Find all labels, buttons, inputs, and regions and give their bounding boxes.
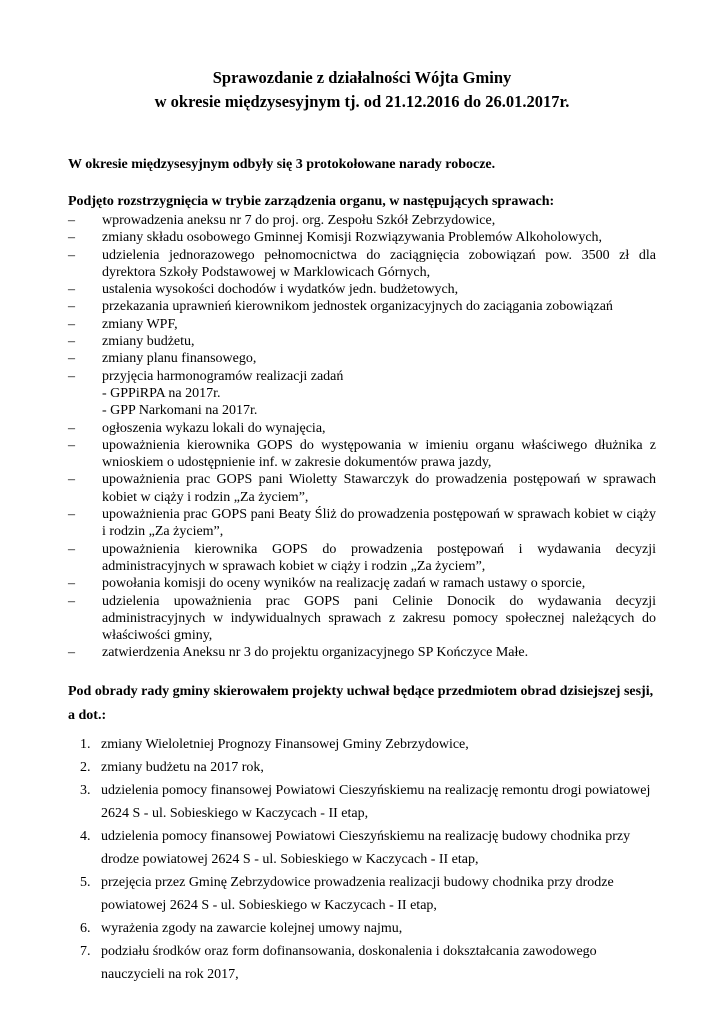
list-item: [68, 281, 656, 298]
dash-marker: –: [68, 507, 75, 523]
list-item: [68, 437, 656, 472]
dash-marker: –: [68, 368, 75, 384]
list-item-text: upoważnienia prac GOPS pani Wioletty Stawarczyk do prowadzenia postępowań w sprawach kobiet w ciąży i rodzin „Za życiem”,: [102, 472, 656, 505]
list-item-text: przejęcia przez Gminę Zebrzydowice prowadzenia realizacji budowy chodnika przy drodze powiatowej 2624 S - ul. Sobieskiego w Kaczycach - II etap,: [101, 875, 614, 913]
decisions-heading: Podjęto rozstrzygnięcia w trybie zarządzenia organu, w następujących sprawach:: [68, 194, 555, 209]
list-item: [68, 333, 656, 350]
list-item: [80, 779, 658, 825]
list-item-text: ustalenia wysokości dochodów i wydatków jedn. budżetowych,: [102, 282, 459, 298]
list-item: [68, 368, 656, 420]
document-title-line-2: w okresie międzysesyjnym tj. od 21.12.2016 do 26.01.2017r.: [154, 92, 570, 111]
dash-marker: –: [68, 541, 75, 557]
dash-marker: –: [68, 282, 75, 298]
list-item-text: zmiany WPF,: [102, 316, 178, 332]
list-number: 6.: [80, 921, 91, 936]
list-item-text: wprowadzenia aneksu nr 7 do proj. org. Zespołu Szkół Zebrzydowice,: [102, 213, 496, 228]
list-item: [68, 350, 656, 367]
dash-marker: –: [68, 334, 75, 350]
list-item: [80, 825, 658, 871]
list-item-text: zmiany Wieloletniej Prognozy Finansowej Gminy Zebrzydowice,: [101, 737, 469, 752]
dash-marker: –: [68, 437, 75, 453]
list-item-text: udzielenia jednorazowego pełnomocnictwa do zaciągnięcia zobowiązań pow. 3500 zł dla dyrektora Szkoły Podstawowej w Marklowicach Górnych,: [102, 247, 656, 280]
list-item: [68, 298, 656, 315]
list-item-text: podziału środków oraz form dofinansowania, doskonalenia i dokształcania zawodowego nauczycieli na rok 2017,: [101, 944, 597, 982]
list-item: [68, 471, 656, 506]
list-item: [68, 593, 656, 645]
list-item-text: zmiany planu finansowego,: [102, 351, 257, 367]
list-subitem: - GPP Narkomani na 2017r.: [102, 403, 258, 419]
list-item: [80, 940, 658, 986]
list-item-text: zatwierdzenia Aneksu nr 3 do projektu organizacyjnego SP Kończyce Małe.: [102, 645, 529, 661]
dash-marker: –: [68, 576, 75, 592]
list-item: [68, 229, 656, 246]
list-number: 1.: [80, 737, 91, 752]
list-item-text: upoważnienia kierownika GOPS do prowadzenia postępowań i wydawania decyzji administracyjnych w sprawach kobiet w ciąży i rodzin „Za życiem”,: [102, 541, 656, 574]
list-item: [80, 733, 658, 756]
dash-marker: –: [68, 213, 75, 228]
list-item-text: upoważnienia prac GOPS pani Beaty Śliż do prowadzenia postępowań w sprawach kobiet w ciąży i rodzin „Za życiem”,: [102, 507, 677, 540]
list-item: [68, 420, 656, 437]
dash-marker: –: [68, 645, 75, 661]
list-item: [68, 212, 656, 229]
dash-marker: –: [68, 472, 75, 488]
projects-heading: Pod obrady rady gminy skierowałem projekty uchwał będące przedmiotem obrad dzisiejszej sesji, a dot.:: [68, 684, 654, 723]
dash-marker: –: [68, 247, 75, 263]
list-number: 2.: [80, 760, 91, 775]
list-item-text: powołania komisji do oceny wyników na realizację zadań w ramach ustawy o sporcie,: [102, 576, 586, 592]
list-item-text: wyrażenia zgody na zawarcie kolejnej umowy najmu,: [101, 921, 403, 936]
intro-paragraph: W okresie międzysesyjnym odbyły się 3 protokołowane narady robocze.: [68, 157, 496, 172]
projects-list: [80, 733, 658, 986]
list-item: [68, 644, 656, 661]
document-title-line-1: Sprawozdanie z działalności Wójta Gminy: [212, 68, 512, 87]
list-item-text: udzielenia pomocy finansowej Powiatowi Cieszyńskiemu na realizację remontu drogi powiatowej 2624 S - ul. Sobieskiego w Kaczycach - II etap,: [101, 783, 651, 821]
list-item-text: ogłoszenia wykazu lokali do wynajęcia,: [102, 420, 326, 436]
list-subitem: - GPPiRPA na 2017r.: [102, 385, 221, 401]
list-item-text: zmiany budżetu,: [102, 334, 195, 350]
list-item: [80, 756, 658, 779]
list-number: 7.: [80, 944, 91, 959]
list-item: [68, 506, 677, 541]
list-item: [80, 917, 658, 940]
dash-marker: –: [68, 420, 75, 436]
list-item-text: przyjęcia harmonogramów realizacji zadań: [102, 368, 344, 384]
dash-marker: –: [68, 351, 75, 367]
dash-marker: –: [68, 593, 75, 609]
dash-marker: –: [68, 230, 75, 246]
list-item-text: przekazania uprawnień kierownikom jednostek organizacyjnych do zaciągania zobowiązań: [102, 299, 613, 315]
list-item: [68, 575, 656, 592]
list-item: [68, 316, 656, 333]
list-item-text: zmiany składu osobowego Gminnej Komisji Rozwiązywania Problemów Alkoholowych,: [102, 230, 603, 246]
list-number: 4.: [80, 829, 91, 844]
list-item: [68, 541, 656, 576]
dash-marker: –: [68, 299, 75, 315]
decisions-list: [68, 212, 677, 662]
list-item-text: udzielenia upoważnienia prac GOPS pani Celinie Donocik do wydawania decyzji administracyjnych w indywidualnych sprawach z zakresu pomocy społecznej należących do właściwości gminy,: [102, 593, 656, 644]
list-item-text: udzielenia pomocy finansowej Powiatowi Cieszyńskiemu na realizację budowy chodnika przy drodze powiatowej 2624 S - ul. Sobieskiego w Kaczycach - II etap,: [101, 829, 631, 867]
list-item: [68, 247, 656, 282]
list-number: 5.: [80, 875, 91, 890]
list-item-text: zmiany budżetu na 2017 rok,: [101, 760, 264, 775]
list-number: 3.: [80, 783, 91, 798]
dash-marker: –: [68, 316, 75, 332]
list-item-text: upoważnienia kierownika GOPS do występowania w imieniu organu właściwego dłużnika z wnioskiem o udostępnienie inf. w zakresie dokumentów prawa jazdy,: [102, 437, 656, 471]
list-item: [80, 871, 658, 917]
